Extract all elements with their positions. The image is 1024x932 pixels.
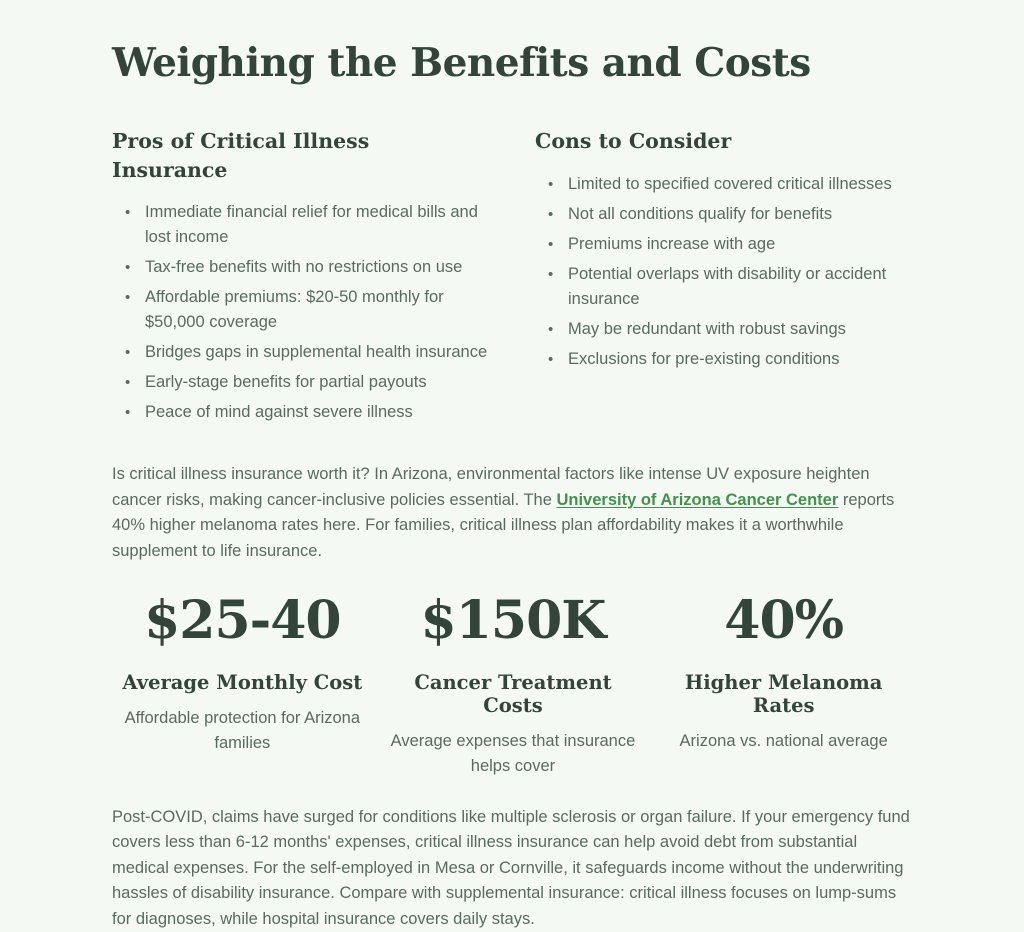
stat-value: 40% bbox=[724, 590, 844, 652]
stat-monthly-cost bbox=[112, 590, 373, 779]
stat-treatment-costs bbox=[383, 590, 644, 779]
university-of-arizona-cancer-center-link[interactable]: University of Arizona Cancer Center bbox=[556, 490, 839, 509]
stat-description: Affordable protection for Arizona families bbox=[124, 708, 361, 752]
stats-row bbox=[112, 590, 914, 779]
stat-description: Average expenses that insurance helps cover bbox=[390, 731, 636, 775]
list-item: • Early-stage benefits for partial payouts bbox=[112, 370, 491, 395]
pros-heading: Pros of Critical Illness Insurance bbox=[112, 128, 370, 182]
paragraph-worth-it bbox=[112, 462, 914, 564]
list-item: • Affordable premiums: $20-50 monthly for $50,000 coverage bbox=[112, 285, 491, 335]
list-item: • Immediate financial relief for medical bills and lost income bbox=[112, 200, 491, 250]
paragraph-text-before-link: Is critical illness insurance worth it? In Arizona, environmental factors like intense UV exposure heighten cancer risks, making cancer-inclusive policies essential. The bbox=[112, 465, 870, 509]
list-item: • Tax-free benefits with no restrictions on use bbox=[112, 255, 491, 280]
stat-value: $25-40 bbox=[144, 590, 341, 652]
stat-label: Cancer Treatment Costs bbox=[414, 670, 612, 717]
list-item: • Potential overlaps with disability or accident insurance bbox=[535, 262, 914, 312]
stat-description: Arizona vs. national average bbox=[679, 731, 888, 750]
list-item: • Not all conditions qualify for benefits bbox=[535, 202, 914, 227]
cons-column bbox=[535, 127, 914, 430]
list-item: • Bridges gaps in supplemental health insurance bbox=[112, 340, 491, 365]
pros-list bbox=[112, 200, 491, 425]
list-item: • Premiums increase with age bbox=[535, 232, 914, 257]
stat-value: $150K bbox=[420, 590, 606, 652]
stat-label: Higher Melanoma Rates bbox=[684, 670, 883, 717]
cons-list bbox=[535, 172, 914, 372]
pros-cons-columns bbox=[112, 127, 914, 430]
list-item: • Peace of mind against severe illness bbox=[112, 400, 491, 425]
pros-column bbox=[112, 127, 491, 430]
stat-label: Average Monthly Cost bbox=[122, 670, 363, 694]
content-container bbox=[112, 0, 914, 932]
stat-melanoma-rates bbox=[653, 590, 914, 779]
paragraph-post-covid: Post-COVID, claims have surged for conditions like multiple sclerosis or organ failure. If your emergency fund covers less than 6-12 months' expenses, critical illness insurance can help avoid debt from substantial medical expenses. For the self-employed in Mesa or Cornville, it safeguards income without the underwriting hassles of disability insurance. Compare with supplemental insurance: critical illness focuses on lump-sums for diagnoses, while hospital insurance covers daily stays. bbox=[112, 807, 910, 928]
list-item: • Exclusions for pre-existing conditions bbox=[535, 347, 914, 372]
list-item: • May be redundant with robust savings bbox=[535, 317, 914, 342]
cons-heading: Cons to Consider bbox=[535, 128, 732, 153]
paragraph-text-after-link: reports 40% higher melanoma rates here. For families, critical illness plan affordability makes it a worthwhile supplement to life insurance. bbox=[112, 490, 895, 560]
page-title: Weighing the Benefits and Costs bbox=[112, 40, 811, 86]
list-item: • Limited to specified covered critical illnesses bbox=[535, 172, 914, 197]
